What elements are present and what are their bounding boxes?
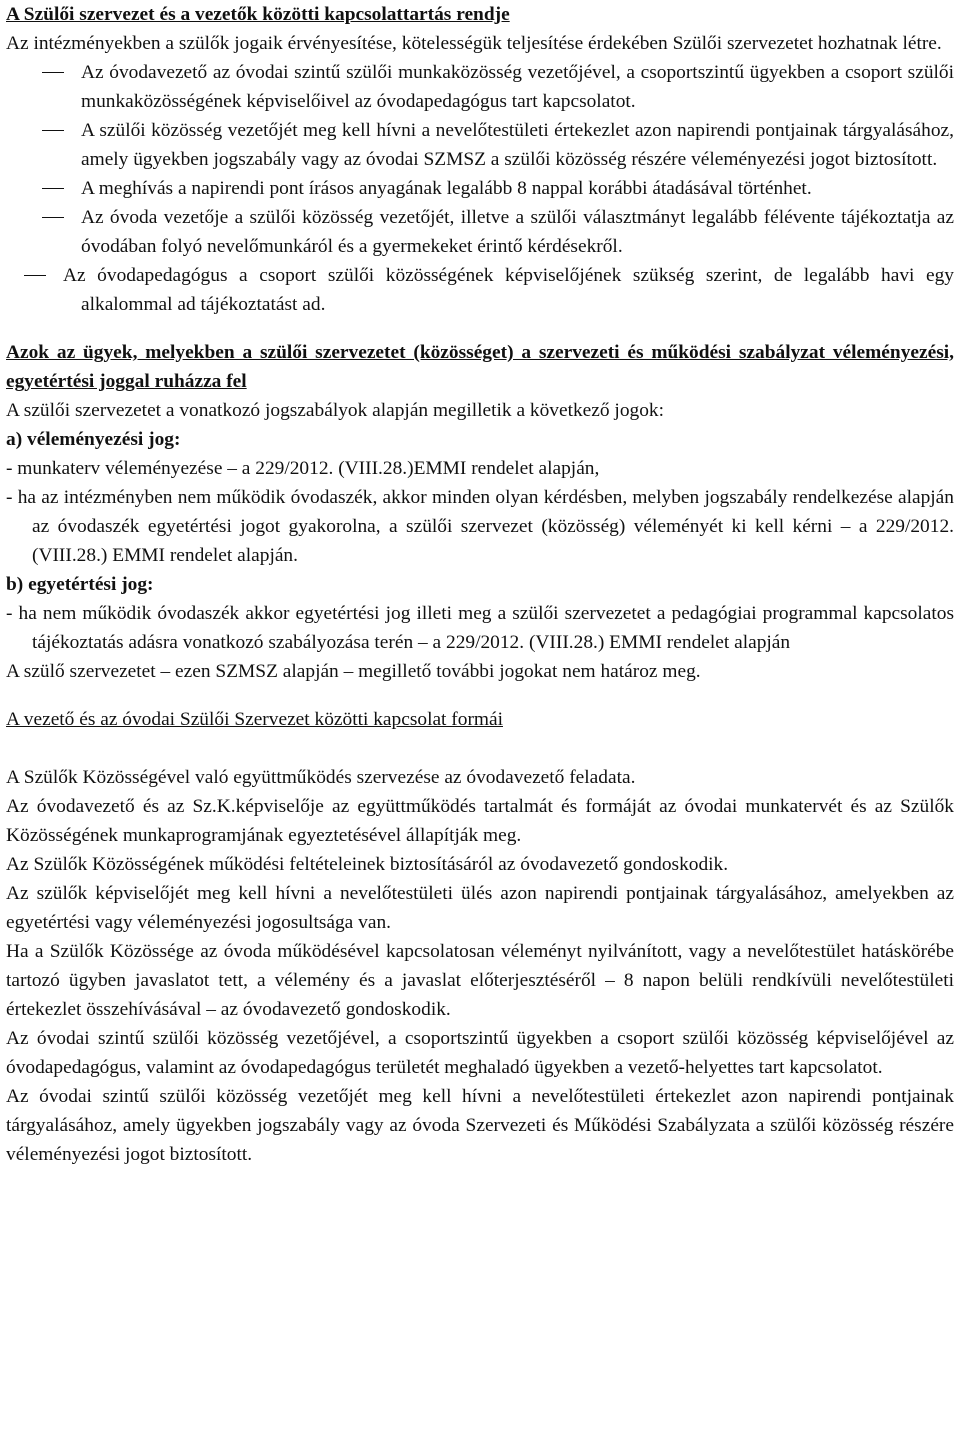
section1-intro: Az intézményekben a szülők jogaik érvényesítése, kötelességük teljesítése érdekében Szülői szervezetet hozhatnak létre. (6, 33, 942, 54)
section2-intro: A szülői szervezetet a vonatkozó jogszabályok alapján megilletik a következő jogok: (6, 400, 664, 421)
section3-paragraph: Az óvodai szintű szülői közösség vezetőjével, a csoportszintű ügyekben a csoport szülői közösség képviselőjével az óvodapedagógus, valamint az óvodapedagógus területét meghaladó ügyekben a vezető-helyettes tart kapcsolatot. (6, 1028, 954, 1078)
dash-bullet-icon (42, 217, 64, 218)
list-item: A meghívás a napirendi pont írásos anyagának legalább 8 nappal korábbi átadásával történhet. (6, 174, 954, 203)
consent-right-title: b) egyetértési jog: (6, 574, 154, 595)
document-page (6, 0, 954, 1169)
dash-bullet-icon (24, 275, 46, 276)
section2-heading: Azok az ügyek, melyekben a szülői szervezetet (közösséget) a szervezeti és működési szabályzat véleményezési, egyetértési joggal ruházza fel (6, 342, 954, 392)
list-item: Az óvodapedagógus a csoport szülői közösségének képviselőjének szükség szerint, de legalább havi egy alkalommal ad tájékoztatást ad. (6, 261, 954, 319)
dash-bullet-icon (42, 72, 64, 73)
section3-paragraph: Az szülők képviselőjét meg kell hívni a nevelőtestületi ülés azon napirendi pontjainak tárgyalásához, amelyekben az egyetértési vagy véleményezési jogosultsága van. (6, 883, 954, 933)
consent-right-item: - ha nem működik óvodaszék akkor egyetértési jog illeti meg a szülői szervezetet a pedagógiai programmal kapcsolatos tájékoztatás adásra vonatkozó szabályozása terén – a 229/2012. (VIII.28.) EMMI rendelet alapján (6, 603, 954, 653)
opinion-right-item: - ha az intézményben nem működik óvodaszék, akkor minden olyan kérdésben, melyben jogszabály rendelkezése alapján az óvodaszék egyetértési jogot gyakorolna, a szülői szervezet (közösség) véleményét ki kell kérni – a 229/2012. (VIII.28.) EMMI rendelet alapján. (6, 487, 954, 566)
section3-paragraph: Az óvodai szintű szülői közösség vezetőjét meg kell hívni a nevelőtestületi értekezlet azon napirendi pontjainak tárgyalásához, amely ügyekben jogszabály vagy az óvoda Szervezeti és Működési Szabályzata a szülői közösség részére véleményezési jogot biztosított. (6, 1086, 954, 1165)
dash-bullet-icon (42, 188, 64, 189)
section3-paragraph: Ha a Szülők Közössége az óvoda működésével kapcsolatosan véleményt nyilvánított, vagy a nevelőtestület hatáskörébe tartozó ügyben javaslatot tett, a vélemény és a javaslat előterjesztéséről – 8 napon belüli rendkívüli nevelőtestületi értekezlet összehívásával – az óvodavezető gondoskodik. (6, 941, 954, 1020)
section1-list (6, 58, 954, 319)
opinion-right-title: a) véleményezési jog: (6, 429, 181, 450)
opinion-right-item: - munkaterv véleményezése – a 229/2012. (VIII.28.)EMMI rendelet alapján, (6, 458, 600, 479)
section1-heading: A Szülői szervezet és a vezetők közötti kapcsolattartás rendje (6, 4, 510, 25)
section3-paragraph: Az óvodavezető és az Sz.K.képviselője az együttműködés tartalmát és formáját az óvodai munkatervét és az Szülők Közösségének munkaprogramjának egyeztetésével állapítják meg. (6, 796, 954, 846)
section3-paragraph: A Szülők Közösségével való együttműködés szervezése az óvodavezető feladata. (6, 767, 636, 788)
section3-heading: A vezető és az óvodai Szülői Szervezet közötti kapcsolat formái (6, 709, 503, 730)
dash-bullet-icon (42, 130, 64, 131)
list-item: A szülői közösség vezetőjét meg kell hívni a nevelőtestületi értekezlet azon napirendi pontjainak tárgyalásához, amely ügyekben jogszabály vagy az óvodai SZMSZ a szülői közösség részére véleményezési jogot biztosított. (6, 116, 954, 174)
list-item: Az óvodavezető az óvodai szintű szülői munkaközösség vezetőjével, a csoportszintű ügyekben a csoport szülői munkaközösségének képviselőivel az óvodapedagógus tart kapcsolatot. (6, 58, 954, 116)
list-item: Az óvoda vezetője a szülői közösség vezetőjét, illetve a szülői választmányt legalább félévente tájékoztatja az óvodában folyó nevelőmunkáról és a gyermekeket érintő kérdésekről. (6, 203, 954, 261)
section2-closing: A szülő szervezetet – ezen SZMSZ alapján – megillető további jogokat nem határoz meg. (6, 661, 701, 682)
section3-paragraph: Az Szülők Közösségének működési feltételeinek biztosításáról az óvodavezető gondoskodik. (6, 854, 729, 875)
